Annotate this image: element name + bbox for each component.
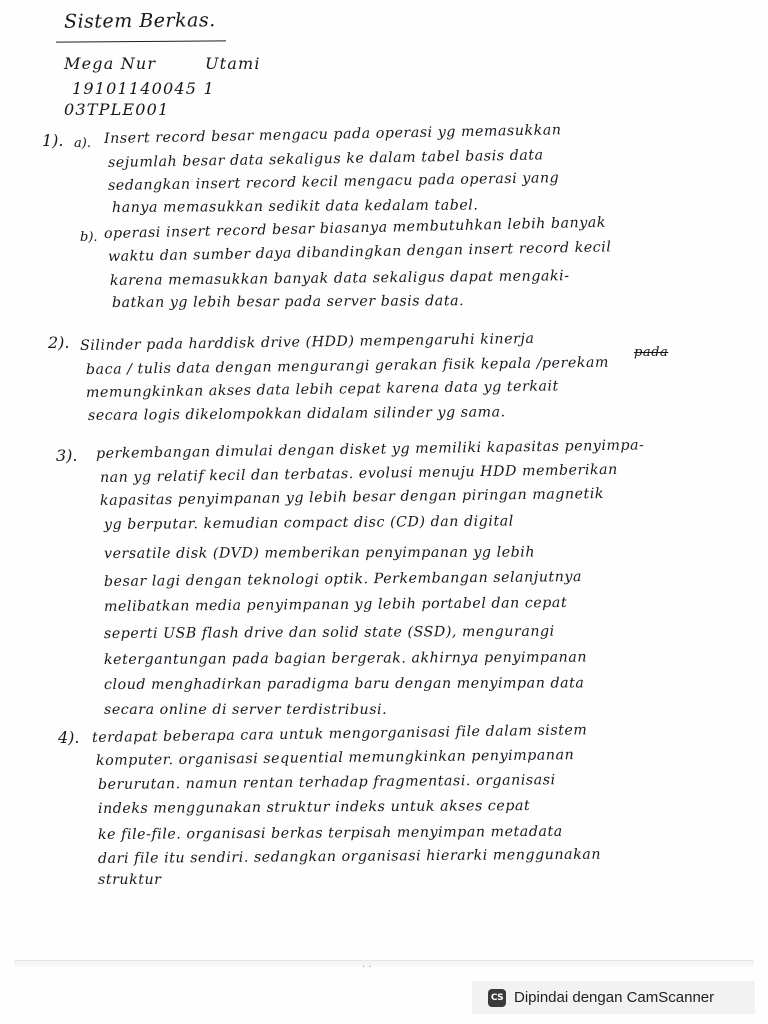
answer-3-number: 3). [56,446,78,465]
answer-1-number: 1). [42,131,64,150]
answer-3-line: seperti USB flash drive dan solid state (SSD), mengurangi [103,623,555,642]
answer-1a-line: hanya memasukkan sedikit data kedalam tabel. [111,197,479,216]
answer-4-line: komputer. organisasi sequential memungkinkan penyimpanan [95,747,575,769]
student-name-first: Mega Nur [64,54,157,73]
answer-2-number: 2). [48,333,70,352]
answer-2-struck-word: pada [634,345,669,360]
answer-3-line: nan yg relatif kecil dan terbatas. evolusi menuju HDD memberikan [99,461,618,486]
scan-smudge: ‧ ‧ [362,962,372,973]
answer-2-line: secara logis dikelompokkan didalam silinder yg sama. [87,404,506,424]
answer-1b-line: operasi insert record besar biasanya membutuhkan lebih banyak [103,214,607,242]
answer-3-line: besar lagi dengan teknologi optik. Perkembangan selanjutnya [103,568,583,590]
paper-bottom-edge [14,960,754,967]
answer-3-line: melibatkan media penyimpanan yg lebih portabel dan cepat [103,594,568,615]
answer-3-line: versatile disk (DVD) memberikan penyimpanan yg lebih [103,544,536,562]
answer-3-line: perkembangan dimulai dengan disket yg memiliki kapasitas penyimpa- [95,437,645,462]
answer-1b-line: batkan yg lebih besar pada server basis data. [111,293,465,311]
student-class: 03TPLE001 [64,100,170,119]
student-name-last: Utami [205,54,261,73]
answer-4-line: ke file-file. organisasi berkas terpisah menyimpan metadata [97,823,563,843]
answer-4-line: indeks menggunakan struktur indeks untuk akses cepat [97,797,531,817]
answer-4-line: dari file itu sendiri. sedangkan organisasi hierarki menggunakan [97,846,602,867]
answer-4-line: berurutan. namun rentan terhadap fragmentasi. organisasi [97,772,556,793]
answer-3-line: ketergantungan pada bagian bergerak. akhirnya penyimpanan [103,649,588,668]
answer-3-line: yg berputar. kemudian compact disc (CD) dan digital [103,513,514,533]
answer-4-line: struktur [98,872,162,888]
answer-2-line: baca / tulis data dengan mengurangi gerakan fisik kepala /perekam [85,354,610,378]
answer-3-line: kapasitas penyimpanan yg lebih besar dengan piringan magnetik [99,485,605,509]
answer-1b-marker: b). [80,230,98,245]
title-underline [56,40,226,42]
camscanner-watermark [472,981,755,1014]
answer-3-line: cloud menghadirkan paradigma baru dengan menyimpan data [103,675,585,693]
answer-1a-marker: a). [74,136,91,151]
student-nim: 19101140045 1 [72,79,215,98]
camscanner-text: Dipindai dengan CamScanner [514,989,715,1006]
page-title: Sistem Berkas. [63,9,216,33]
answer-2-line: Silinder pada harddisk drive (HDD) mempengaruhi kinerja [79,330,535,354]
answer-1b-line: karena memasukkan banyak data sekaligus dapat mengaki- [109,268,570,289]
answer-1a-line: sedangkan insert record kecil mengacu pada operasi yang [107,170,560,194]
answer-4-number: 4). [58,728,80,747]
answer-2-line: memungkinkan akses data lebih cepat karena data yg terkait [85,378,559,401]
answer-1a-line: Insert record besar mengacu pada operasi yg memasukkan [103,122,562,147]
camscanner-logo-icon: CS [488,989,506,1007]
answer-1b-line: waktu dan sumber daya dibandingkan dengan insert record kecil [107,239,612,265]
answer-3-line: secara online di server terdistribusi. [104,702,388,718]
answer-4-line: terdapat beberapa cara untuk mengorganisasi file dalam sistem [91,722,588,746]
answer-1a-line: sejumlah besar data sekaligus ke dalam tabel basis data [107,147,544,171]
